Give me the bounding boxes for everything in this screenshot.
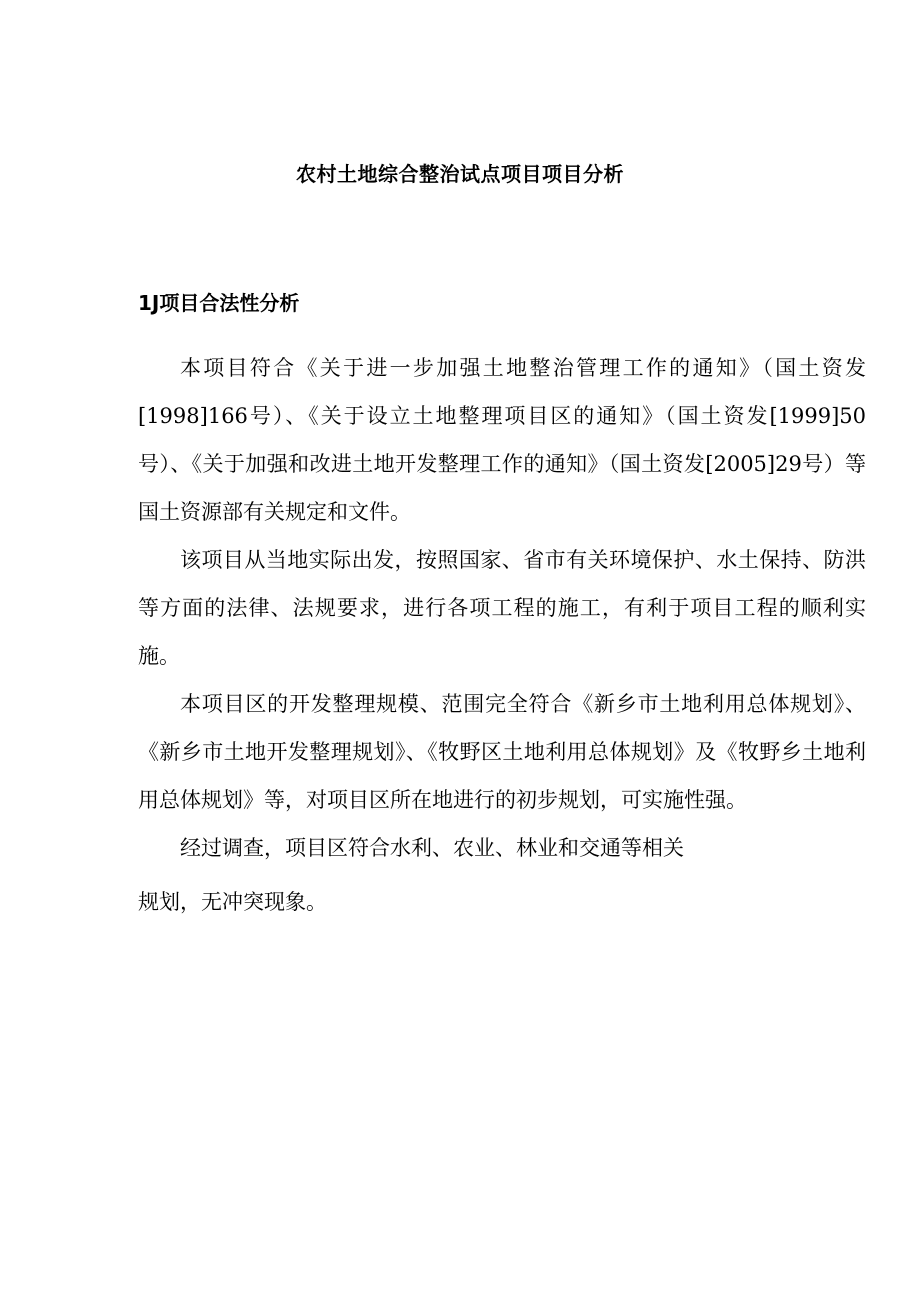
paragraph-legal-basis: 本项目符合《关于进一步加强土地整治管理工作的通知》（国土资发[1998]166号）、《关于设立土地整理项目区的通知》（国土资发[1999]50号）、《关于加强和改进土地开发整理工作的通知》（国土资发[2005]29号）等国土资源部有关规定和文件。 <box>138 356 866 524</box>
paragraph-local-conditions: 该项目从当地实际出发，按照国家、省市有关环境保护、水土保持、防洪等方面的法律、法规要求，进行各项工程的施工，有利于项目工程的顺利实施。 <box>138 548 866 668</box>
paragraph-survey-result: 经过调查，项目区符合水利、农业、林业和交通等相关 <box>180 836 684 860</box>
document-title: 农村土地综合整治试点项目项目分析 <box>296 162 624 186</box>
paragraph-planning-compliance: 本项目区的开发整理规模、范围完全符合《新乡市土地利用总体规划》、《新乡市土地开发整理规划》、《牧野区土地利用总体规划》及《牧野乡土地利用总体规划》等，对项目区所在地进行的初步规划，可实施性强。 <box>138 692 866 812</box>
paragraph-survey-conclusion: 规划，无冲突现象。 <box>138 890 327 914</box>
section-heading: 1J项目合法性分析 <box>138 291 300 315</box>
